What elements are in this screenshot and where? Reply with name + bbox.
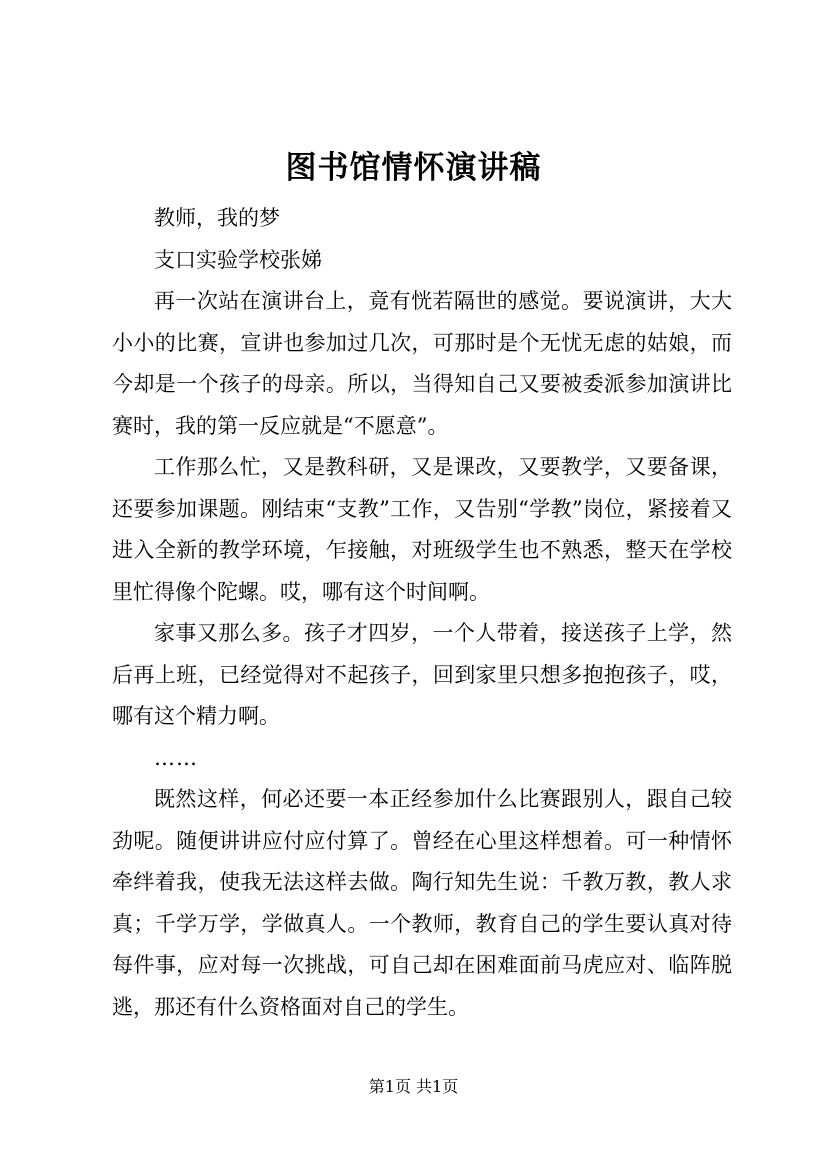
paragraph: 家事又那么多。孩子才四岁，一个人带着，接送孩子上学，然后再上班，已经觉得对不起孩子，回到家里只想多抱抱孩子，哎，哪有这个精力啊。 [112,621,732,728]
document-title: 图书馆情怀演讲稿 [285,150,542,186]
paragraph: 再一次站在演讲台上，竟有恍若隔世的感觉。要说演讲，大大小小的比赛，宣讲也参加过几次，可那时是个无忧无虑的姑娘，而今却是一个孩子的母亲。所以，当得知自己又要被委派参加演讲比赛时，我的第一反应就是“不愿意”。 [112,289,732,438]
document-body [112,198,732,1028]
paragraph-author: 支口实验学校张娣 [154,247,322,272]
paragraph-subtitle: 教师，我的梦 [154,206,280,230]
paragraph: 工作那么忙，又是教科研，又是课改，又要教学，又要备课，还要参加课题。刚结束“支教”工作，又告别“学教”岗位，紧接着又进入全新的教学环境，乍接触，对班级学生也不熟悉，整天在学校里忙得像个陀螺。哎，哪有这个时间啊。 [112,455,732,604]
paragraph-ellipsis: …… [154,745,198,770]
page-footer: 第1页 共1页 [368,1077,459,1096]
paragraph: 既然这样，何必还要一本正经参加什么比赛跟别人，跟自己较劲呢。随便讲讲应付应付算了。曾经在心里这样想着。可一种情怀牵绊着我，使我无法这样去做。陶行知先生说：千教万教，教人求真；千学万学，学做真人。一个教师，教育自己的学生要认真对待每件事，应对每一次挑战，可自己却在困难面前马虎应对、临阵脱逃，那还有什么资格面对自己的学生。 [112,787,732,1019]
